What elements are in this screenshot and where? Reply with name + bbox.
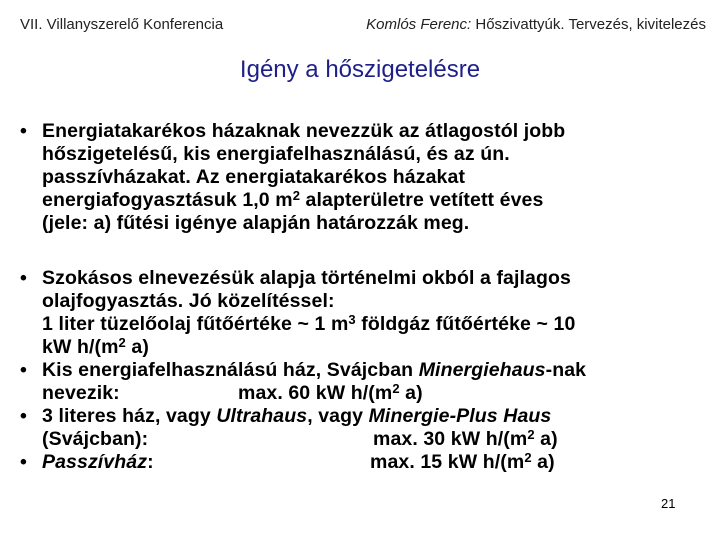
bullet-passzivhaz	[18, 451, 714, 474]
text-line: olajfogyasztás. Jó közelítéssel:	[42, 290, 335, 312]
text-line: hőszigetelésű, kis energiafelhasználású, és az ún.	[42, 143, 510, 165]
bullet-energy-houses	[18, 120, 714, 235]
bullet-ultrahaus	[18, 405, 714, 451]
italic-term: Passzívház	[42, 451, 148, 473]
text-line: Szokásos elnevezésük alapja történelmi okból a fajlagos	[42, 267, 571, 289]
superscript: 3	[348, 312, 356, 327]
row-value: a)	[531, 451, 555, 473]
row-label: nevezik:	[42, 382, 120, 404]
bullet-naming	[18, 267, 714, 359]
superscript: 2	[524, 450, 532, 465]
row-value: a)	[399, 382, 423, 404]
text-line: 1 liter tüzelőolaj fűtőértéke ~ 1 m	[42, 313, 349, 335]
italic-term: Minergie-Plus Haus	[368, 405, 552, 427]
row-value: a)	[534, 428, 558, 450]
header-topic: Hőszivattyúk. Tervezés, kivitelezés	[471, 16, 706, 33]
italic-term: Ultrahaus	[216, 405, 308, 427]
header-author-topic	[366, 16, 706, 33]
row-value: max. 30 kW h/(m	[373, 428, 528, 450]
text-line: Energiatakarékos házaknak nevezzük az átlagostól jobb	[42, 120, 566, 142]
text-line: passzívházakat. Az energiatakarékos házakat	[42, 166, 466, 188]
slide-title: Igény a hőszigetelésre	[239, 56, 481, 83]
superscript: 2	[392, 381, 400, 396]
superscript: 2	[292, 188, 301, 203]
superscript: 2	[118, 335, 126, 350]
text-line: földgáz fűtőértéke ~ 10	[355, 313, 576, 335]
text-line: Kis energiafelhasználású ház, Svájcban	[42, 359, 419, 381]
header-conference: VII. Villanyszerelő Konferencia	[20, 16, 224, 33]
row-label: :	[147, 451, 154, 473]
header-author: Komlós Ferenc:	[366, 16, 472, 33]
text-line: alapterületre vetített éves	[300, 189, 544, 211]
text-line: , vagy	[307, 405, 369, 427]
row-label: (Svájcban):	[42, 428, 149, 450]
row-value: max. 60 kW h/(m	[238, 382, 393, 404]
text-line: -nak	[545, 359, 587, 381]
row-value: max. 15 kW h/(m	[370, 451, 525, 473]
bullet-list-bottom	[18, 267, 714, 474]
bullet-minergiehaus	[18, 359, 714, 405]
text-line: (jele: a) fűtési igénye alapján határozzák meg.	[42, 212, 470, 234]
text-line: 3 literes ház, vagy	[42, 405, 217, 427]
italic-term: Minergiehaus	[418, 359, 546, 381]
superscript: 2	[527, 427, 535, 442]
bullet-list-top	[18, 120, 714, 235]
page-number: 21	[661, 496, 676, 511]
text-line: energiafogyasztásuk 1,0 m	[42, 189, 293, 211]
text-line: a)	[125, 336, 149, 358]
text-line: kW h/(m	[42, 336, 119, 358]
